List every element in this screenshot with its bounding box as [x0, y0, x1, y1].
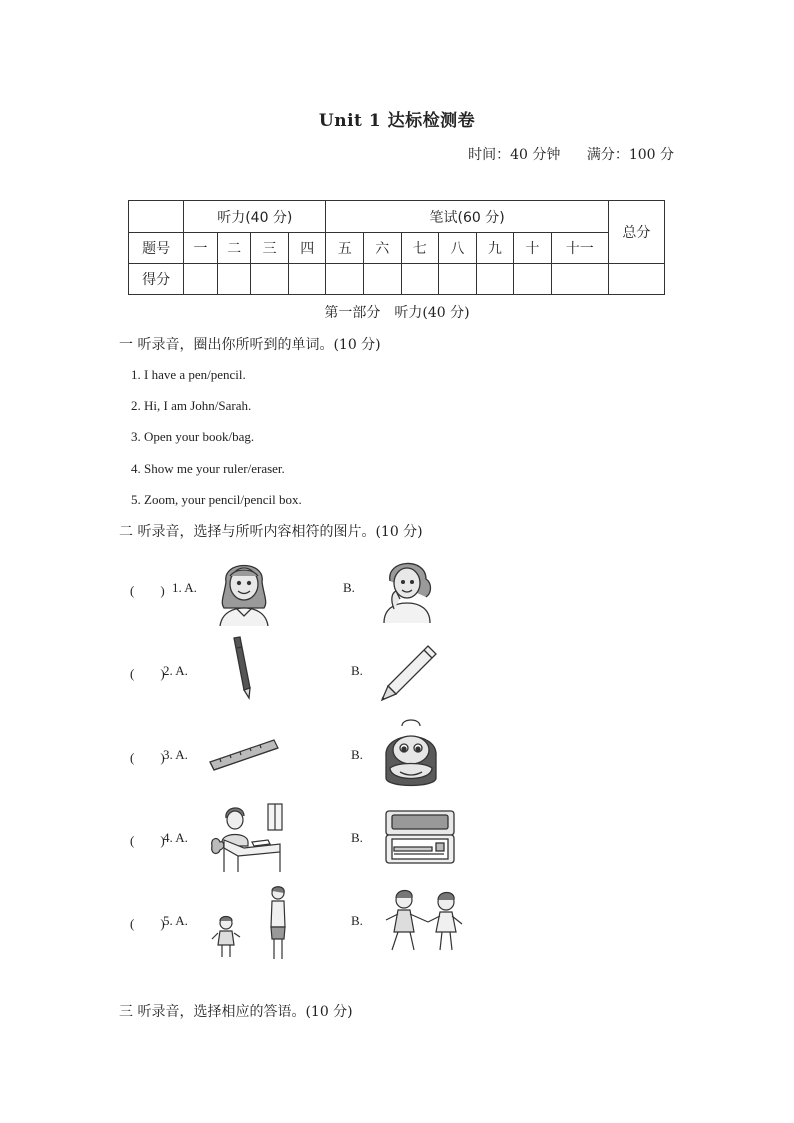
number-cell: 一: [184, 233, 218, 264]
score-table: [128, 200, 665, 295]
question-label: 2. A.: [163, 663, 188, 678]
answer-paren[interactable]: ( ): [130, 583, 165, 598]
score-cell[interactable]: [288, 264, 326, 295]
section1-item: 1. I have a pen/pencil.: [131, 367, 246, 382]
number-cell: 七: [401, 233, 439, 264]
ruler-icon[interactable]: [208, 738, 280, 772]
section1-item: 3. Open your book/bag.: [131, 429, 255, 444]
number-row-label: 题号: [129, 233, 184, 264]
question-label: 3. A.: [163, 747, 188, 762]
section1-title: 一 听录音，圈出你所听到的单词。(10 分): [119, 337, 381, 353]
number-cell: 九: [476, 233, 514, 264]
two-girls-playing-icon[interactable]: [380, 886, 466, 956]
full-score: 满分：100 分: [586, 147, 674, 163]
section1-item: 2. Hi, I am John/Sarah.: [131, 398, 252, 413]
option-b-label: B.: [351, 913, 363, 928]
score-cell[interactable]: [401, 264, 439, 295]
number-cell: 四: [288, 233, 326, 264]
option-b-label: B.: [351, 663, 363, 678]
score-cell[interactable]: [514, 264, 552, 295]
score-cell[interactable]: [439, 264, 477, 295]
section3-title: 三 听录音，选择相应的答语。(10 分): [119, 1004, 353, 1020]
answer-paren[interactable]: ( ): [130, 833, 165, 848]
answer-paren[interactable]: ( ): [130, 750, 165, 765]
time-limit: 时间：40 分钟: [468, 147, 561, 163]
total-header: 总分: [608, 201, 664, 264]
score-cell[interactable]: [251, 264, 289, 295]
question-label: 5. A.: [163, 913, 188, 928]
option-b-label: B.: [351, 830, 363, 845]
number-cell: 十: [514, 233, 552, 264]
score-cell[interactable]: [551, 264, 608, 295]
option-b-label: B.: [351, 747, 363, 762]
section2-title: 二 听录音，选择与所听内容相符的图片。(10 分): [119, 524, 423, 540]
girl-smiling-icon[interactable]: [214, 552, 274, 626]
score-cell[interactable]: [326, 264, 364, 295]
score-row-label: 得分: [129, 264, 184, 295]
page-title: Unit 1 达标检测卷: [318, 111, 476, 131]
score-cell[interactable]: [184, 264, 218, 295]
part-one-title: 第一部分 听力(40 分): [324, 305, 470, 321]
answer-paren[interactable]: ( ): [130, 916, 165, 931]
answer-paren[interactable]: ( ): [130, 666, 165, 681]
listening-header: 听力(40 分): [184, 201, 326, 233]
number-cell: 八: [439, 233, 477, 264]
number-cell: 六: [363, 233, 401, 264]
score-cell[interactable]: [363, 264, 401, 295]
option-b-label: B.: [343, 580, 355, 595]
schoolbag-icon[interactable]: [378, 716, 444, 792]
number-cell: 五: [326, 233, 364, 264]
writing-header: 笔试(60 分): [326, 201, 608, 233]
score-cell[interactable]: [217, 264, 251, 295]
total-score-cell[interactable]: [608, 264, 664, 295]
question-label: 4. A.: [163, 830, 188, 845]
girl-and-woman-icon[interactable]: [210, 883, 296, 963]
girl-waving-icon[interactable]: [380, 553, 436, 623]
pen-icon[interactable]: [228, 636, 258, 702]
pencil-box-icon[interactable]: [382, 807, 458, 867]
exam-meta: [446, 144, 674, 164]
pencil-icon[interactable]: [378, 642, 440, 704]
score-table-corner: [129, 201, 184, 233]
number-cell: 二: [217, 233, 251, 264]
section1-item: 5. Zoom, your pencil/pencil box.: [131, 492, 302, 507]
number-cell: 十一: [551, 233, 608, 264]
section1-item: 4. Show me your ruler/eraser.: [131, 461, 285, 476]
question-label: 1. A.: [172, 580, 197, 595]
teacher-at-desk-icon[interactable]: [208, 802, 288, 874]
score-cell[interactable]: [476, 264, 514, 295]
number-cell: 三: [251, 233, 289, 264]
